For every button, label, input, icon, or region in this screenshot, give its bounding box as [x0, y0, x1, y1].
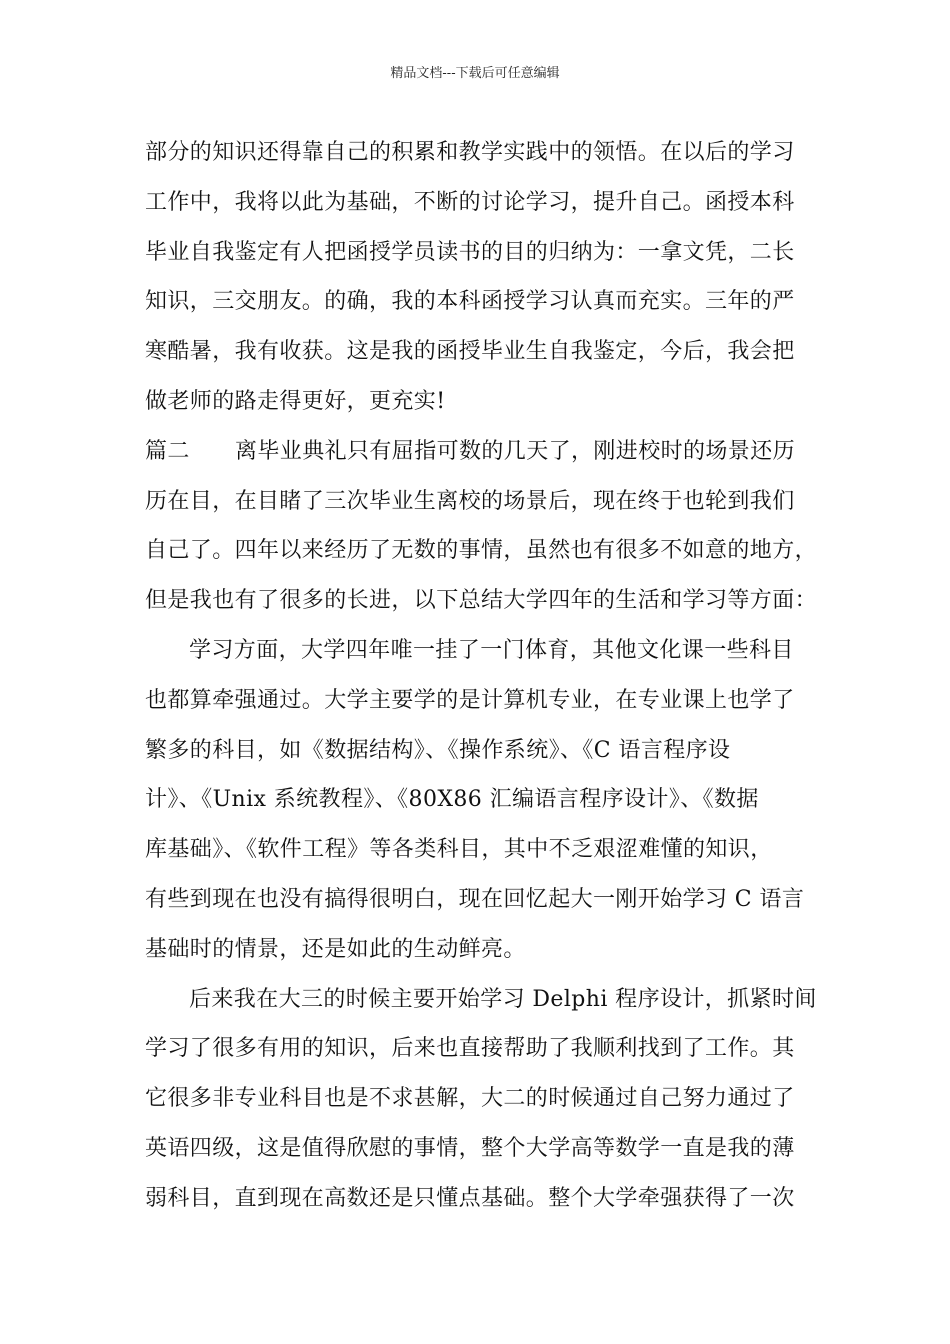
- document-body: [145, 128, 818, 1224]
- text-line: 学习了很多有用的知识，后来也直接帮助了我顺利找到了工作。其: [145, 1036, 795, 1062]
- text-line: 学习方面，大学四年唯一挂了一门体育，其他文化课一些科目: [189, 637, 794, 663]
- text-line: 历在目，在目睹了三次毕业生离校的场景后，现在终于也轮到我们: [145, 488, 795, 514]
- text-line: 也都算牵强通过。大学主要学的是计算机专业，在专业课上也学了: [145, 687, 795, 713]
- text-line: 它很多非专业科目也是不求甚解，大二的时候通过自己努力通过了: [145, 1086, 795, 1112]
- text-line: 做老师的路走得更好，更充实!: [145, 388, 446, 414]
- text-line: 库基础》、《软件工程》等各类科目，其中不乏艰涩难懂的知识，: [145, 837, 773, 863]
- section-label: 篇二: [145, 438, 190, 464]
- text-line: 毕业自我鉴定有人把函授学员读书的目的归纳为：一拿文凭，二长: [145, 239, 795, 265]
- text-line: 繁多的科目，如《数据结构》、《操作系统》、《C 语言程序设: [145, 737, 731, 763]
- section-line: [145, 427, 815, 477]
- text-line: 自己了。四年以来经历了无数的事情，虽然也有很多不如意的地方，: [145, 538, 818, 564]
- text-line: 弱科目，直到现在高数还是只懂点基础。整个大学牵强获得了一次: [145, 1185, 795, 1211]
- text-line: 后来我在大三的时候主要开始学习 Delphi 程序设计，抓紧时间: [189, 986, 817, 1012]
- text-line: 有些到现在也没有搞得很明白，现在回忆起大一刚开始学习 C 语言: [145, 886, 805, 912]
- text-line: 计》、《Unix 系统教程》、《80X86 汇编语言程序设计》、《数据: [145, 787, 759, 813]
- text-line: 工作中，我将以此为基础，不断的讨论学习，提升自己。函授本科: [145, 189, 795, 215]
- text-line: 基础时的情景，还是如此的生动鲜亮。: [145, 936, 526, 962]
- text-line: 寒酷暑，我有收获。这是我的函授毕业生自我鉴定，今后，我会把: [145, 339, 795, 365]
- text-line: 离毕业典礼只有屈指可数的几天了，刚进校时的场景还历: [235, 438, 796, 464]
- text-line: 部分的知识还得靠自己的积累和教学实践中的领悟。在以后的学习: [145, 140, 795, 165]
- text-line: 知识，三交朋友。的确，我的本科函授学习认真而充实。三年的严: [145, 289, 795, 315]
- page-header: 精品文档---下载后可任意编辑: [390, 66, 560, 81]
- text-line: 但是我也有了很多的长进，以下总结大学四年的生活和学习等方面：: [145, 588, 818, 614]
- text-line: 英语四级，这是值得欣慰的事情，整个大学高等数学一直是我的薄: [145, 1135, 795, 1161]
